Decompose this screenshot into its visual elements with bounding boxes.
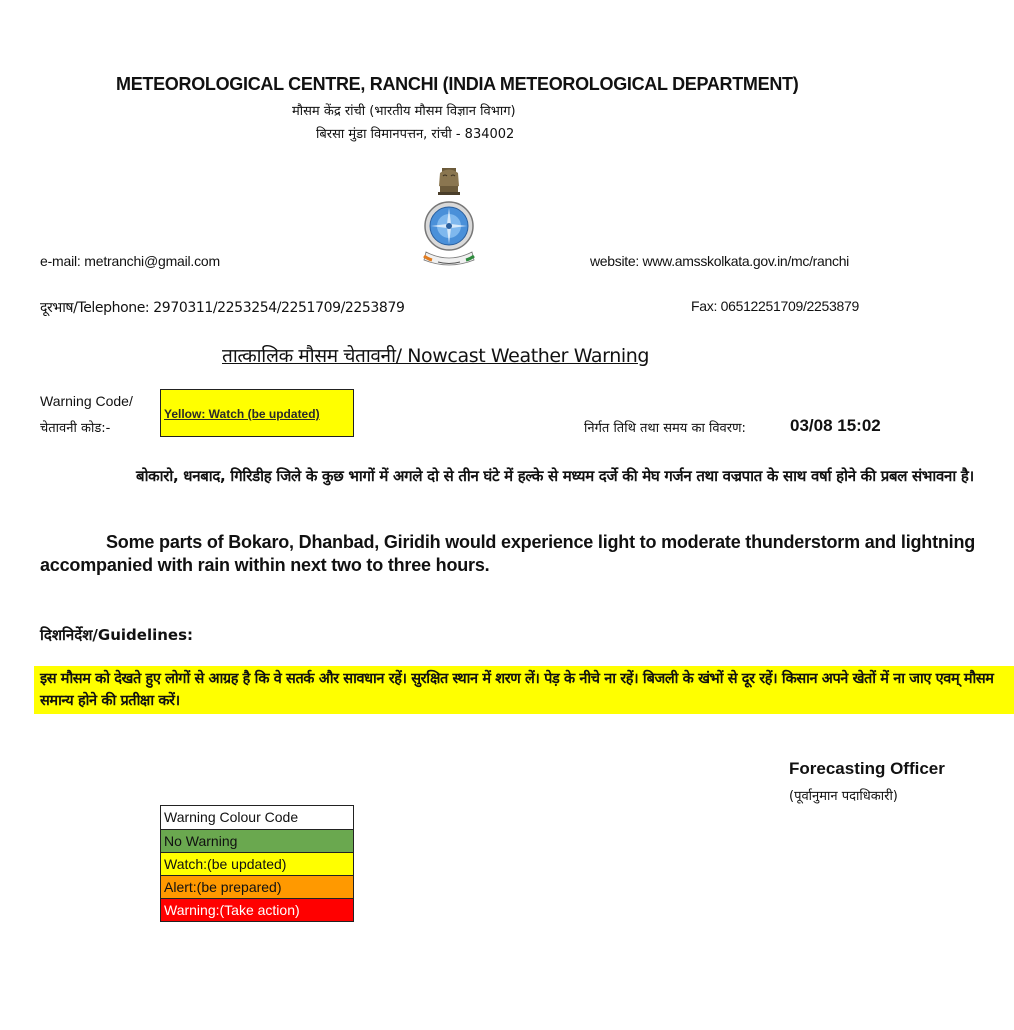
legend-item-warning: Warning:(Take action): [161, 898, 353, 921]
warning-code-box: [160, 389, 354, 437]
contact-email: e-mail: metranchi@gmail.com: [40, 253, 220, 269]
guidelines-text: इस मौसम को देखते हुए लोगों से आग्रह है कि वे सतर्क और सावधान रहें। सुरक्षित स्थान में शरण लें। पेड़ के नीचे ना रहें। बिजली के खंभों से दूर रहें। किसान अपने खेतों में ना जाए एवम् मौसम समान्य होने की प्रतीक्षा करें।: [40, 671, 994, 709]
legend-item-no-warning: No Warning: [161, 829, 353, 852]
contact-fax: Fax: 06512251709/2253879: [691, 298, 859, 314]
warning-code-value: Yellow: Watch (be updated): [164, 407, 320, 421]
guidelines-title: दिशनिर्देश/Guidelines:: [40, 626, 194, 644]
document-title-hindi: मौसम केंद्र रांची (भारतीय मौसम विज्ञान विभाग): [292, 104, 516, 119]
legend-header: Warning Colour Code: [161, 806, 353, 829]
office-address: बिरसा मुंडा विमानपत्तन, रांची - 834002: [316, 127, 515, 142]
warning-colour-legend: [160, 805, 354, 922]
forecasting-officer-title-hindi: (पूर्वानुमान पदाधिकारी): [789, 789, 898, 804]
legend-item-watch: Watch:(be updated): [161, 852, 353, 875]
contact-website: website: www.amsskolkata.gov.in/mc/ranchi: [590, 253, 849, 269]
legend-item-alert: Alert:(be prepared): [161, 875, 353, 898]
warning-text-hindi: बोकारो, धनबाद, गिरिडीह जिले के कुछ भागों में अगले दो से तीन घंटे में हल्के से मध्यम दर्जे की मेघ गर्जन तथा वज्रपात के साथ वर्षा होने की प्रबल संभावना है।: [136, 467, 974, 485]
warning-text-english: Some parts of Bokaro, Dhanbad, Giridih would experience light to moderate thunderstorm and lightning accompanied with rain within next two to three hours.: [40, 532, 976, 575]
imd-emblem-icon: [418, 164, 480, 270]
warning-code-label-en: Warning Code/: [40, 393, 133, 409]
warning-heading: तात्कालिक मौसम चेतावनी/ Nowcast Weather Warning: [222, 345, 650, 367]
forecasting-officer-title: Forecasting Officer: [789, 759, 945, 778]
warning-code-label-hi: चेतावनी कोड:-: [40, 421, 111, 436]
document-title: METEOROLOGICAL CENTRE, RANCHI (INDIA METEOROLOGICAL DEPARTMENT): [116, 74, 799, 94]
issued-time-label: निर्गत तिथि तथा समय का विवरण:: [584, 421, 746, 436]
contact-telephone: दूरभाष/Telephone: 2970311/2253254/2251709/2253879: [40, 300, 405, 316]
issued-time-value: 03/08 15:02: [790, 416, 881, 435]
